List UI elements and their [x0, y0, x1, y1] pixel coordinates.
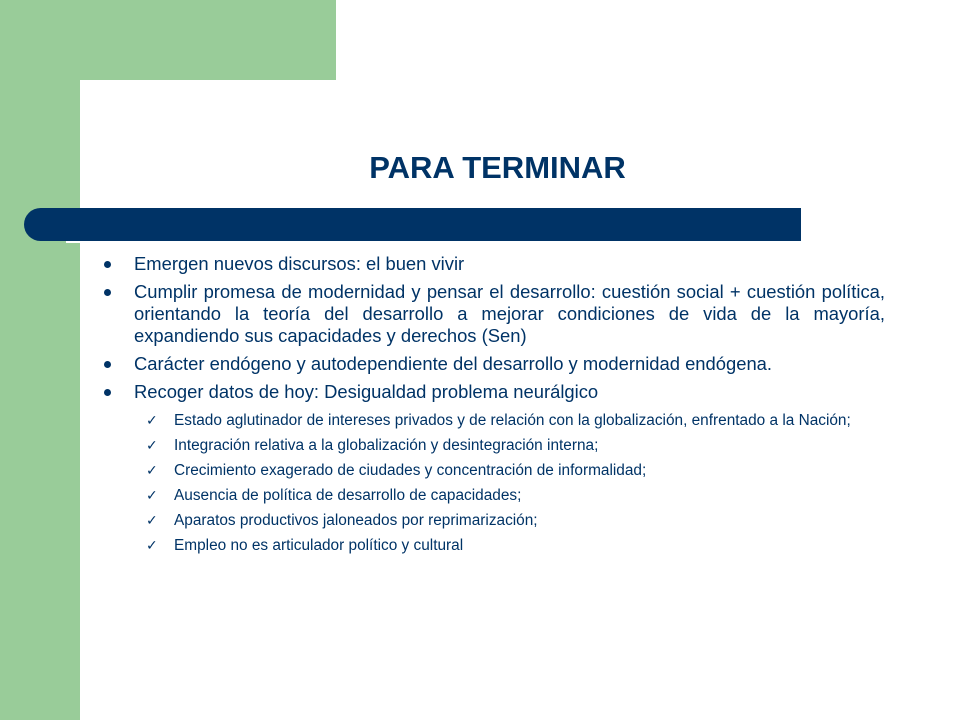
bar-notch-line — [66, 241, 801, 243]
checkmark-icon: ✓ — [146, 488, 158, 504]
slide-content — [104, 253, 885, 562]
sub-bullet-text: Aparatos productivos jaloneados por reprimarización; — [174, 512, 538, 529]
bullet-text: Carácter endógeno y autodependiente del desarrollo y modernidad endógena. — [134, 353, 773, 374]
sub-bullet-item — [104, 537, 885, 555]
bullet-text: Emergen nuevos discursos: el buen vivir — [134, 253, 465, 274]
bullet-text: Recoger datos de hoy: Desigualdad problema neurálgico — [134, 381, 599, 402]
checkmark-icon: ✓ — [146, 538, 158, 554]
checkmark-icon: ✓ — [146, 438, 158, 454]
checkmark-icon: ✓ — [146, 513, 158, 529]
bullet-item — [104, 353, 885, 375]
bullet-item — [104, 281, 885, 347]
bullet-item — [104, 381, 885, 403]
sub-bullet-text: Empleo no es articulador político y cultural — [174, 537, 464, 554]
bullet-dot-icon — [104, 289, 111, 296]
checkmark-icon: ✓ — [146, 463, 158, 479]
sub-bullet-text: Ausencia de política de desarrollo de capacidades; — [174, 487, 522, 504]
bullet-dot-icon — [104, 261, 111, 268]
bullet-text: Cumplir promesa de modernidad y pensar el desarrollo: cuestión social + cuestión política, orientando la teoría del desarrollo a mejorar condiciones de vida de la mayoría, expandiendo sus capacidades y derechos (Sen) — [134, 281, 885, 346]
sub-bullet-item — [104, 512, 885, 530]
title-underline-bar — [24, 208, 801, 241]
sub-bullet-item — [104, 412, 885, 430]
decor-green-left — [0, 0, 80, 720]
sub-bullet-item — [104, 462, 885, 480]
bullet-dot-icon — [104, 361, 111, 368]
slide-title: PARA TERMINAR — [369, 150, 626, 185]
checkmark-icon: ✓ — [146, 413, 158, 429]
sub-bullet-text: Crecimiento exagerado de ciudades y concentración de informalidad; — [174, 462, 647, 479]
sub-bullet-text: Estado aglutinador de intereses privados y de relación con la globalización, enfrentado a la Nación; — [174, 412, 851, 429]
sub-bullet-item — [104, 487, 885, 505]
sub-bullet-text: Integración relativa a la globalización y desintegración interna; — [174, 437, 599, 454]
bullet-item — [104, 253, 885, 275]
bullet-dot-icon — [104, 389, 111, 396]
sub-bullet-item — [104, 437, 885, 455]
